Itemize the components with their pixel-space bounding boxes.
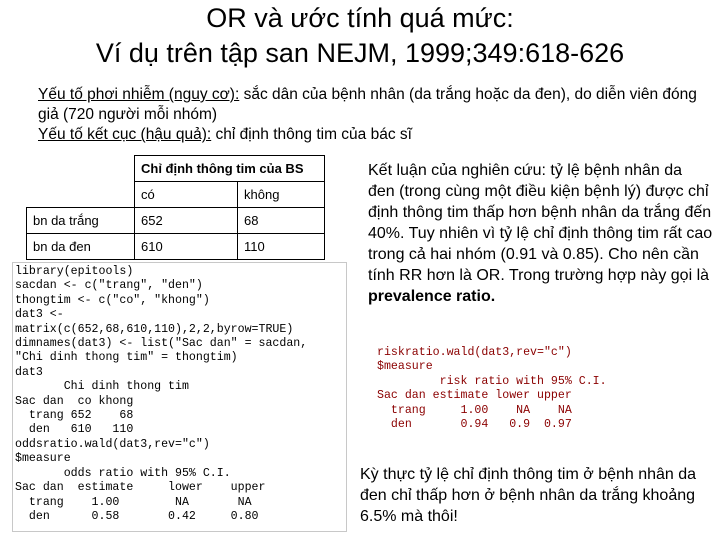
- conclusion-emphasis: prevalence ratio.: [368, 288, 496, 305]
- riskratio-output: $measure risk ratio with 95% C.I. Sac dan estimate lower upper trang 1.00 NA NA den 0.94 0.9 0.97: [377, 360, 607, 432]
- col-no: không: [238, 182, 325, 208]
- intro-text: [38, 85, 708, 145]
- table-subheader-row: [27, 182, 325, 208]
- cell-no: 110: [238, 234, 325, 260]
- slide-title-line1: OR và ước tính quá mức:: [206, 3, 514, 33]
- row-label: bn da trắng: [27, 208, 135, 234]
- cell-yes: 610: [135, 234, 238, 260]
- outcome-label: Yếu tố kết cục (hậu quả):: [38, 126, 212, 143]
- conclusion-text: [368, 160, 713, 307]
- table-row: [27, 234, 325, 260]
- table-row: [27, 208, 325, 234]
- conclusion-body: Kết luận của nghiên cứu: tỷ lệ bệnh nhân da đen (trong cùng một điều kiện bệnh lý) được chỉ định thông tim thấp hơn bệnh nhân da trắng đến 40%. Tuy nhiên vì tỷ lệ chỉ định thông tim rất cao trong cả hai nhóm (0.91 và 0.85). Cho nên cần tính RR hơn là OR. Trong trường hợp này gọi là: [368, 162, 713, 284]
- final-remark: Kỳ thực tỷ lệ chỉ định thông tim ở bệnh nhân da đen chỉ thấp hơn ở bệnh nhân da trắng khoảng 6.5% mà thôi!: [360, 466, 697, 525]
- riskratio-command: riskratio.wald(dat3,rev="c"): [377, 346, 572, 359]
- cell-yes: 652: [135, 208, 238, 234]
- outcome-text: chỉ định thông tim của bác sĩ: [211, 126, 412, 143]
- slide-title-line2: Ví dụ trên tập san NEJM, 1999;349:618-626: [95, 38, 625, 68]
- cell-no: 68: [238, 208, 325, 234]
- exposure-label: Yếu tố phơi nhiễm (nguy cơ):: [38, 86, 240, 103]
- table-header: Chỉ định thông tim của BS: [135, 156, 325, 182]
- row-label: bn da đen: [27, 234, 135, 260]
- r-code-oddsratio: library(epitools) sacdan <- c("trang", "den") thongtim <- c("co", "khong") dat3 <- matrix(c(652,68,610,110),2,2,byrow=TRUE) dimnames(dat3) <- list("Sac dan" = sacdan, "Chi dinh thong tim" = thongtim) dat3 Chi dinh thong tim Sac dan co khong trang 652 68 den 610 110 oddsratio.wald(dat3,rev="c") $measure odds ratio with 95% C.I. Sac dan estimate lower upper trang 1.00 NA NA den 0.58 0.42 0.80: [15, 265, 308, 523]
- table-header-row: [27, 156, 325, 182]
- col-yes: có: [135, 182, 238, 208]
- r-code-riskratio: [377, 346, 607, 432]
- exposure-text: sắc dân của bệnh nhân (da trắng hoặc da đen), do diễn viên đóng giả (720 người mỗi nhóm): [38, 86, 697, 123]
- contingency-table: [26, 155, 325, 260]
